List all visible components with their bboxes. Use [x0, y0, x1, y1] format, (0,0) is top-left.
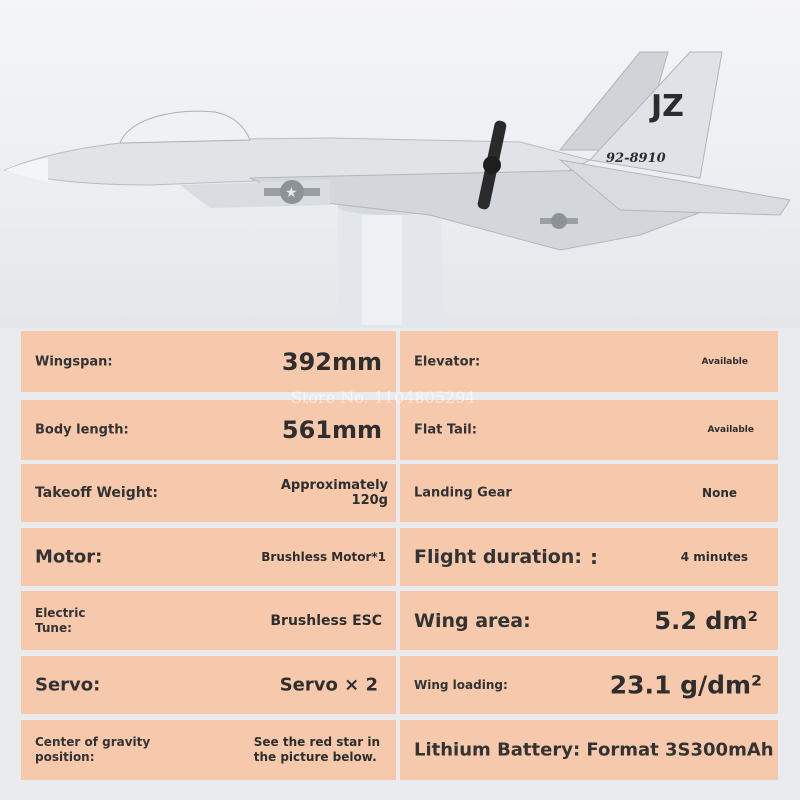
cog-label-line2: position:: [35, 750, 95, 764]
stand-highlight: [362, 215, 402, 325]
cog-label-line1: Center of gravity: [35, 735, 151, 749]
electric-tune-label-line1: Electric: [35, 605, 86, 620]
tail-code: JZ: [651, 89, 684, 124]
spec-cell-wing-loading: [400, 656, 778, 714]
spec-cell-cog: [21, 720, 396, 780]
spec-row-1: [21, 331, 778, 392]
store-watermark: Store No. 1104805294: [291, 388, 476, 407]
spec-cell-wingspan: [21, 331, 396, 392]
spec-cell-electric-tune: [21, 591, 396, 650]
flat-tail-label: Flat Tail:: [414, 422, 477, 438]
wingspan-label: Wingspan:: [35, 354, 113, 369]
servo-label: Servo:: [35, 674, 101, 696]
spec-cell-takeoff-weight: [21, 464, 396, 522]
spec-row-4: [21, 528, 778, 586]
landing-gear-value: None: [702, 486, 737, 500]
tail-serial: 92-8910: [606, 151, 666, 166]
spec-row-5: [21, 591, 778, 650]
cog-value-line1: See the red star in: [253, 735, 380, 749]
spec-cell-servo: [21, 656, 396, 714]
elevator-value: Available: [701, 356, 748, 367]
elevator-label: Elevator:: [414, 354, 481, 369]
wingspan-value: 392mm: [281, 347, 382, 376]
spec-row-3: [21, 464, 778, 522]
body-length-value: 561mm: [281, 416, 382, 444]
electric-tune-label: [35, 606, 85, 636]
body-length-label: Body length:: [35, 422, 129, 438]
spec-cell-elevator: [400, 331, 778, 392]
spec-row-7: [21, 720, 778, 780]
flight-duration-value: 4 minutes: [680, 550, 748, 564]
spec-cell-battery: [400, 720, 778, 780]
takeoff-weight-value-line1: Approximately: [280, 478, 388, 493]
landing-gear-label: Landing Gear: [414, 485, 512, 501]
cog-value-line2: the picture below.: [253, 750, 377, 764]
spec-cell-motor: [21, 528, 396, 586]
electric-tune-label-line2: Tune:: [35, 620, 72, 635]
spec-cell-body-length: [21, 400, 396, 460]
cog-label: [35, 735, 150, 765]
propeller-hub: [483, 156, 501, 174]
motor-value: Brushless Motor*1: [261, 550, 386, 564]
spec-cell-flat-tail: [400, 400, 778, 460]
takeoff-weight-label: Takeoff Weight:: [35, 485, 158, 501]
wing-area-value: 5.2 dm²: [654, 606, 758, 635]
flat-tail-value: Available: [707, 425, 754, 435]
servo-value: Servo × 2: [279, 674, 378, 696]
spec-row-6: [21, 656, 778, 714]
svg-text:★: ★: [285, 185, 298, 201]
takeoff-weight-value-line2: 120g: [351, 493, 388, 508]
canopy: [120, 111, 250, 143]
jet-illustration: [0, 0, 800, 328]
cog-value: [254, 735, 380, 765]
spec-cell-wing-area: [400, 591, 778, 650]
wing-loading-label: Wing loading:: [414, 678, 508, 692]
product-photo: [0, 0, 800, 328]
electric-tune-value: Brushless ESC: [270, 612, 382, 629]
spec-cell-landing-gear: [400, 464, 778, 522]
battery-label: Lithium Battery: Format 3S300mAh: [414, 739, 774, 761]
takeoff-weight-value: [281, 478, 388, 508]
wing-loading-value: 23.1 g/dm²: [609, 670, 762, 700]
flight-duration-colon: :: [590, 545, 598, 569]
spec-cell-flight-duration: [400, 528, 778, 586]
motor-label: Motor:: [35, 546, 103, 568]
flight-duration-label: Flight duration:: [414, 546, 582, 568]
spec-row-2: [21, 400, 778, 460]
wing-area-label: Wing area:: [414, 609, 531, 632]
